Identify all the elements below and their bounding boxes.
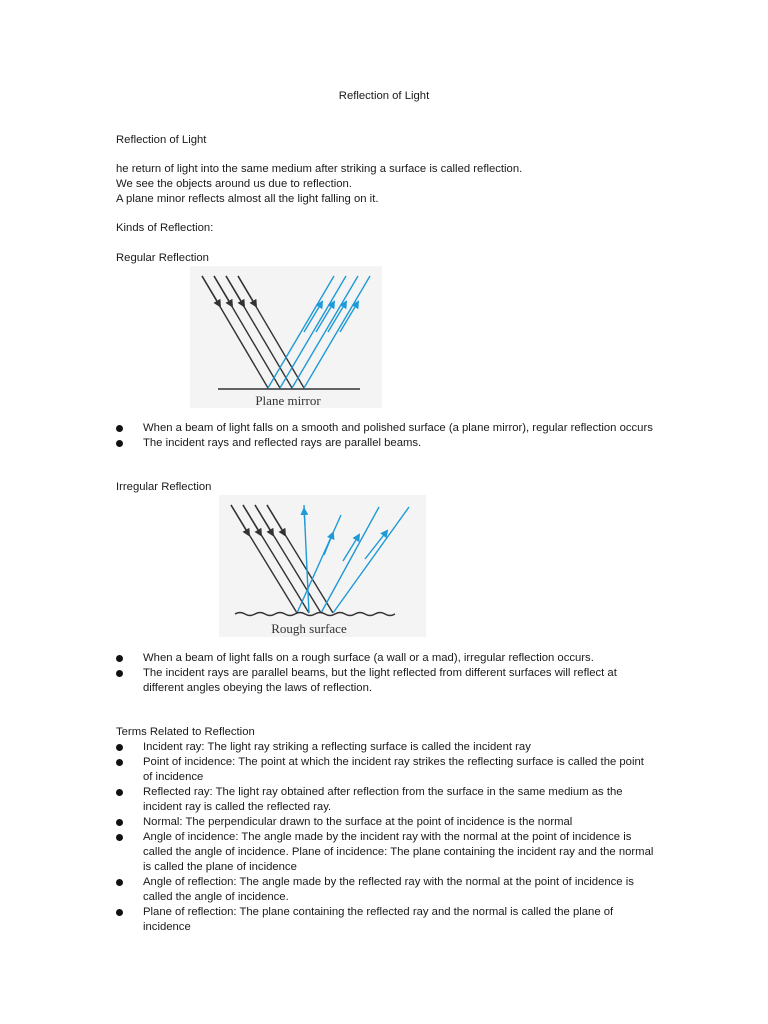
regular-reflection-bullets <box>116 421 656 451</box>
incident-rays <box>231 505 333 613</box>
plane-mirror-figure <box>190 266 382 408</box>
irregular-reflection-bullets <box>116 651 656 696</box>
terms-heading: Terms Related to Reflection <box>116 726 255 738</box>
bullet-icon <box>116 670 123 677</box>
terms-list <box>116 740 656 935</box>
list-item: Reflected ray: The light ray obtained after reflection from the surface in the same medium as the incident ray is called the reflected ray. <box>116 785 656 815</box>
rough-surface-line <box>235 613 395 616</box>
bullet-icon <box>116 834 123 841</box>
rough-surface-caption: Rough surface <box>271 621 347 636</box>
reflected-rays <box>268 276 370 388</box>
document-title: Reflection of Light <box>338 90 430 102</box>
bullet-icon <box>116 440 123 447</box>
list-item: Plane of reflection: The plane containing the reflected ray and the normal is called the plane of incidence <box>116 905 656 935</box>
bullet-icon <box>116 425 123 432</box>
list-item: When a beam of light falls on a smooth and polished surface (a plane mirror), regular reflection occurs <box>116 421 656 436</box>
list-item: Normal: The perpendicular drawn to the surface at the point of incidence is the normal <box>116 815 656 830</box>
list-item: Incident ray: The light ray striking a reflecting surface is called the incident ray <box>116 740 656 755</box>
list-item: When a beam of light falls on a rough surface (a wall or a mad), irregular reflection occurs. <box>116 651 656 666</box>
intro-line-3: A plane minor reflects almost all the light falling on it. <box>116 193 379 205</box>
bullet-icon <box>116 909 123 916</box>
regular-reflection-heading: Regular Reflection <box>116 252 209 264</box>
list-item: The incident rays are parallel beams, but the light reflected from different surfaces will reflect at different angles obeying the laws of reflection. <box>116 666 656 696</box>
list-item: The incident rays and reflected rays are parallel beams. <box>116 436 656 451</box>
rough-surface-figure <box>219 495 426 637</box>
irregular-reflection-heading: Irregular Reflection <box>116 481 212 493</box>
kinds-heading: Kinds of Reflection: <box>116 222 214 234</box>
section-heading: Reflection of Light <box>116 134 207 146</box>
incident-rays <box>202 276 304 388</box>
bullet-icon <box>116 819 123 826</box>
bullet-icon <box>116 655 123 662</box>
list-item: Angle of incidence: The angle made by the incident ray with the normal at the point of incidence is called the angle of incidence. Plane of incidence: The plane containing the incident ray and the normal is called the plane of incidence <box>116 830 656 875</box>
intro-line-1: he return of light into the same medium after striking a surface is called reflection. <box>116 163 523 175</box>
list-item: Angle of reflection: The angle made by the reflected ray with the normal at the point of incidence is called the angle of incidence. <box>116 875 656 905</box>
bullet-icon <box>116 744 123 751</box>
bullet-icon <box>116 759 123 766</box>
scattered-reflected-rays <box>297 505 409 613</box>
bullet-icon <box>116 879 123 886</box>
intro-line-2: We see the objects around us due to reflection. <box>116 178 352 190</box>
bullet-icon <box>116 789 123 796</box>
plane-mirror-caption: Plane mirror <box>255 393 321 408</box>
list-item: Point of incidence: The point at which the incident ray strikes the reflecting surface is called the point of incidence <box>116 755 656 785</box>
